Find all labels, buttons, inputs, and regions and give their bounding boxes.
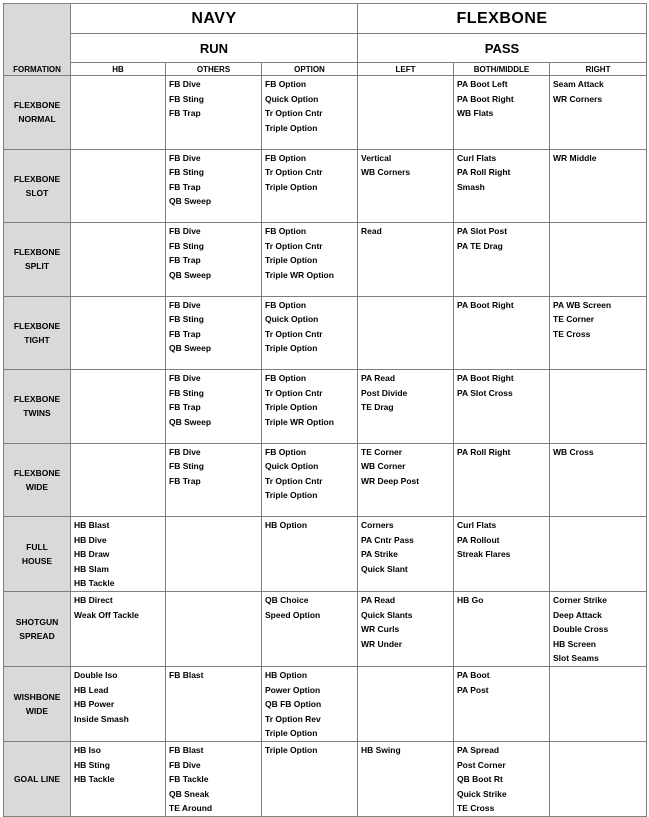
play-name: PA Boot Left <box>457 79 508 89</box>
table-body <box>4 76 647 817</box>
play-name: FB Option <box>265 79 307 89</box>
play-name: PA Read <box>361 594 396 605</box>
play-name: Triple WR Option <box>265 416 334 427</box>
pass-middle-cell <box>454 591 550 666</box>
play-name: Quick Slant <box>361 563 408 574</box>
pass-left-cell <box>358 741 454 816</box>
others-cell <box>166 76 262 150</box>
play-name: FB Sting <box>169 461 204 472</box>
play-name: QB Boot Rt <box>457 774 503 785</box>
play-name: FB Dive <box>169 373 201 383</box>
column-header-hb: HB <box>71 63 166 76</box>
play-name: FB Trap <box>169 108 201 119</box>
hb-cell <box>71 591 166 666</box>
play-name: QB Sweep <box>169 416 212 427</box>
play-name: Inside Smash <box>74 713 129 724</box>
formation-header: FORMATION <box>13 65 61 74</box>
play-name: HB Power <box>74 699 115 710</box>
play-name: FB Sting <box>169 167 204 178</box>
formation-name-line: FLEXBONE <box>13 467 61 478</box>
play-name: Triple Option <box>265 181 318 192</box>
others-cell <box>166 296 262 370</box>
play-name: FB Dive <box>169 152 201 163</box>
pass-left-cell <box>358 296 454 370</box>
play-name: HB Direct <box>74 594 113 605</box>
play-name: Triple Option <box>265 490 318 501</box>
play-name: FB Dive <box>169 759 201 770</box>
pass-middle-cell <box>454 296 550 370</box>
play-name: HB Iso <box>74 744 101 755</box>
table-row <box>4 517 647 592</box>
pass-right-cell <box>550 517 647 592</box>
hb-cell <box>71 223 166 297</box>
others-cell <box>166 223 262 297</box>
pass-middle-cell <box>454 443 550 517</box>
hb-cell <box>71 370 166 444</box>
play-name: QB Sweep <box>169 343 212 354</box>
others-cell <box>166 666 262 741</box>
play-name: PA Boot Right <box>457 373 514 383</box>
play-name: FB Option <box>265 152 307 163</box>
formation-label <box>4 741 71 816</box>
play-name: WB Flats <box>457 108 494 119</box>
play-name: Weak Off Tackle <box>74 609 139 620</box>
play-name: PA Boot <box>457 669 490 680</box>
others-cell <box>166 741 262 816</box>
play-name: Tr Option Rev <box>265 713 321 724</box>
play-name: Triple Option <box>265 744 318 755</box>
formation-name-line: SPLIT <box>24 261 50 272</box>
column-header-left: LEFT <box>358 63 454 76</box>
play-name: FB Trap <box>169 328 201 339</box>
formation-name-line: TWINS <box>23 408 51 419</box>
column-header-both-middle: BOTH/MIDDLE <box>454 63 550 76</box>
play-name: PA TE Drag <box>457 240 503 251</box>
formation-name-line: WISHBONE <box>13 691 61 702</box>
formation-name-line: FLEXBONE <box>13 394 61 405</box>
formation-label <box>4 76 71 150</box>
option-cell <box>262 591 358 666</box>
play-name: Vertical <box>361 152 392 163</box>
play-name: PA Post <box>457 684 489 695</box>
play-name: WR Corners <box>553 93 603 104</box>
play-name: Power Option <box>265 684 321 695</box>
play-name: Post Divide <box>361 387 408 398</box>
table-row <box>4 370 647 444</box>
table-row <box>4 443 647 517</box>
pass-right-cell <box>550 443 647 517</box>
pass-middle-cell <box>454 149 550 223</box>
play-name: PA Slot Cross <box>457 387 513 398</box>
play-name: Tr Option Cntr <box>265 240 323 251</box>
play-name: FB Blast <box>169 669 204 680</box>
pass-right-cell <box>550 296 647 370</box>
pass-left-cell <box>358 76 454 150</box>
pass-right-cell <box>550 223 647 297</box>
option-cell <box>262 149 358 223</box>
hb-cell <box>71 741 166 816</box>
play-name: Triple Option <box>265 402 318 413</box>
play-name: Post Corner <box>457 759 506 770</box>
play-name: QB Choice <box>265 594 309 605</box>
pass-middle-cell <box>454 370 550 444</box>
pass-right-cell <box>550 666 647 741</box>
play-name: FB Trap <box>169 402 201 413</box>
play-name: HB Slam <box>74 563 109 574</box>
play-name: FB Option <box>265 226 307 236</box>
play-name: HB Blast <box>74 520 110 530</box>
play-name: FB Blast <box>169 744 204 755</box>
play-name: HB Go <box>457 594 484 605</box>
pass-right-cell <box>550 591 647 666</box>
option-cell <box>262 666 358 741</box>
play-name: FB Sting <box>169 240 204 251</box>
play-name: Read <box>361 226 382 236</box>
play-name: PA Strike <box>361 549 398 560</box>
play-name: TE Corner <box>361 446 403 457</box>
play-name: WR Curls <box>361 624 400 635</box>
formation-header-cell <box>4 4 71 76</box>
play-name: Triple Option <box>265 255 318 266</box>
play-name: Corner Strike <box>553 594 607 605</box>
pass-middle-cell <box>454 76 550 150</box>
play-name: FB Option <box>265 446 307 457</box>
play-name: FB Trap <box>169 255 201 266</box>
others-cell <box>166 149 262 223</box>
play-name: HB Draw <box>74 549 110 560</box>
formation-label <box>4 223 71 297</box>
play-name: PA Rollout <box>457 534 500 545</box>
formation-label <box>4 370 71 444</box>
play-name: TE Cross <box>457 803 495 814</box>
play-name: Triple Option <box>265 122 318 133</box>
pass-left-cell <box>358 223 454 297</box>
play-name: Tr Option Cntr <box>265 167 323 178</box>
formation-name-line: SHOTGUN <box>15 616 59 627</box>
option-cell <box>262 370 358 444</box>
pass-middle-cell <box>454 741 550 816</box>
formation-label <box>4 296 71 370</box>
option-cell <box>262 76 358 150</box>
formation-name-line: TIGHT <box>24 334 50 345</box>
table-row <box>4 741 647 816</box>
option-cell <box>262 296 358 370</box>
play-name: PA Roll Right <box>457 167 511 178</box>
hb-cell <box>71 666 166 741</box>
play-name: FB Dive <box>169 299 201 310</box>
formation-label <box>4 591 71 666</box>
play-name: Deep Attack <box>553 609 602 620</box>
play-name: TE Cross <box>553 328 591 339</box>
play-name: Tr Option Cntr <box>265 387 323 398</box>
formation-name-line: SLOT <box>25 187 49 198</box>
play-name: FB Dive <box>169 446 201 457</box>
pass-header: PASS <box>358 34 647 63</box>
play-name: Tr Option Cntr <box>265 108 323 119</box>
hb-cell <box>71 149 166 223</box>
formation-name-line: NORMAL <box>18 114 56 125</box>
play-name: FB Sting <box>169 314 204 325</box>
table-row <box>4 666 647 741</box>
table-row <box>4 591 647 666</box>
hb-cell <box>71 76 166 150</box>
pass-right-cell <box>550 741 647 816</box>
play-name: PA Cntr Pass <box>361 534 414 545</box>
play-name: PA Spread <box>457 744 500 755</box>
play-name: WB Cross <box>553 446 594 457</box>
play-name: HB Screen <box>553 638 596 649</box>
hb-cell <box>71 443 166 517</box>
flexbone-header: FLEXBONE <box>358 4 647 34</box>
formation-name-line: WIDE <box>25 705 49 716</box>
hb-cell <box>71 517 166 592</box>
play-name: QB Sweep <box>169 269 212 280</box>
formation-name-line: WIDE <box>25 481 49 492</box>
play-name: QB Sneak <box>169 788 210 799</box>
others-cell <box>166 443 262 517</box>
play-name: PA Boot Right <box>457 299 514 310</box>
formation-name-line: SPREAD <box>19 630 55 641</box>
play-name: FB Option <box>265 299 307 310</box>
play-name: HB Tackle <box>74 774 115 785</box>
formation-name-line: FULL <box>26 541 48 552</box>
play-name: TE Drag <box>361 402 394 413</box>
pass-left-cell <box>358 149 454 223</box>
column-header-right: RIGHT <box>550 63 647 76</box>
play-name: Triple Option <box>265 343 318 354</box>
others-cell <box>166 591 262 666</box>
play-name: HB Dive <box>74 534 107 545</box>
play-name: Quick Option <box>265 314 319 325</box>
pass-left-cell <box>358 517 454 592</box>
formation-label <box>4 443 71 517</box>
play-name: TE Corner <box>553 314 595 325</box>
play-name: FB Dive <box>169 79 201 89</box>
navy-header: NAVY <box>71 4 358 34</box>
play-name: FB Sting <box>169 387 204 398</box>
table-row <box>4 296 647 370</box>
pass-middle-cell <box>454 517 550 592</box>
play-name: Smash <box>457 181 485 192</box>
play-name: WR Middle <box>553 152 597 163</box>
pass-left-cell <box>358 370 454 444</box>
play-name: Triple WR Option <box>265 269 334 280</box>
play-name: FB Trap <box>169 181 201 192</box>
play-name: Quick Option <box>265 461 319 472</box>
others-cell <box>166 517 262 592</box>
formation-label <box>4 517 71 592</box>
pass-left-cell <box>358 666 454 741</box>
play-name: HB Option <box>265 669 308 680</box>
play-name: FB Option <box>265 373 307 383</box>
formation-label <box>4 149 71 223</box>
play-name: FB Tackle <box>169 774 209 785</box>
others-cell <box>166 370 262 444</box>
play-name: WR Deep Post <box>361 475 420 486</box>
table-row <box>4 223 647 297</box>
play-name: Quick Strike <box>457 788 507 799</box>
play-name: PA Slot Post <box>457 226 508 236</box>
option-cell <box>262 517 358 592</box>
formation-label <box>4 666 71 741</box>
play-name: QB FB Option <box>265 699 322 710</box>
formation-name-line: FLEXBONE <box>13 247 61 258</box>
play-name: WB Corners <box>361 167 411 178</box>
play-name: Triple Option <box>265 728 318 739</box>
play-name: PA Roll Right <box>457 446 511 457</box>
hb-cell <box>71 296 166 370</box>
play-name: QB Sweep <box>169 196 212 207</box>
formation-name-line: FLEXBONE <box>13 320 61 331</box>
run-header: RUN <box>71 34 358 63</box>
play-name: FB Sting <box>169 93 204 104</box>
play-name: PA Boot Right <box>457 93 514 104</box>
play-name: Speed Option <box>265 609 321 620</box>
play-name: Corners <box>361 520 394 530</box>
play-name: HB Lead <box>74 684 109 695</box>
play-name: HB Option <box>265 520 308 530</box>
play-name: PA Read <box>361 373 396 383</box>
play-name: Double Cross <box>553 624 609 635</box>
option-cell <box>262 741 358 816</box>
play-name: FB Dive <box>169 226 201 236</box>
column-header-option: OPTION <box>262 63 358 76</box>
formation-name-line: FLEXBONE <box>13 173 61 184</box>
pass-right-cell <box>550 370 647 444</box>
play-name: Tr Option Cntr <box>265 475 323 486</box>
pass-left-cell <box>358 443 454 517</box>
pass-middle-cell <box>454 223 550 297</box>
table-header <box>4 4 647 76</box>
play-name: TE Around <box>169 803 213 814</box>
pass-right-cell <box>550 76 647 150</box>
play-name: HB Sting <box>74 759 110 770</box>
column-header-others: OTHERS <box>166 63 262 76</box>
pass-middle-cell <box>454 666 550 741</box>
option-cell <box>262 443 358 517</box>
formation-name-line: FLEXBONE <box>13 100 61 111</box>
pass-left-cell <box>358 591 454 666</box>
formation-name-line: GOAL LINE <box>13 773 61 784</box>
play-name: FB Trap <box>169 475 201 486</box>
play-name: WB Corner <box>361 461 406 472</box>
play-name: Tr Option Cntr <box>265 328 323 339</box>
play-name: Streak Flares <box>457 549 511 560</box>
play-name: Double Iso <box>74 669 118 680</box>
play-name: Curl Flats <box>457 152 497 163</box>
play-name: Quick Option <box>265 93 319 104</box>
table-row <box>4 76 647 150</box>
play-name: Slot Seams <box>553 653 599 664</box>
pass-right-cell <box>550 149 647 223</box>
play-name: HB Swing <box>361 744 401 755</box>
formation-name-line: HOUSE <box>21 555 53 566</box>
play-name: Seam Attack <box>553 79 604 89</box>
play-name: HB Tackle <box>74 578 115 589</box>
play-name: PA WB Screen <box>553 299 612 310</box>
play-name: Curl Flats <box>457 520 497 530</box>
play-name: Quick Slants <box>361 609 413 620</box>
table-row <box>4 149 647 223</box>
option-cell <box>262 223 358 297</box>
play-name: WR Under <box>361 638 403 649</box>
playbook-table <box>3 3 647 817</box>
